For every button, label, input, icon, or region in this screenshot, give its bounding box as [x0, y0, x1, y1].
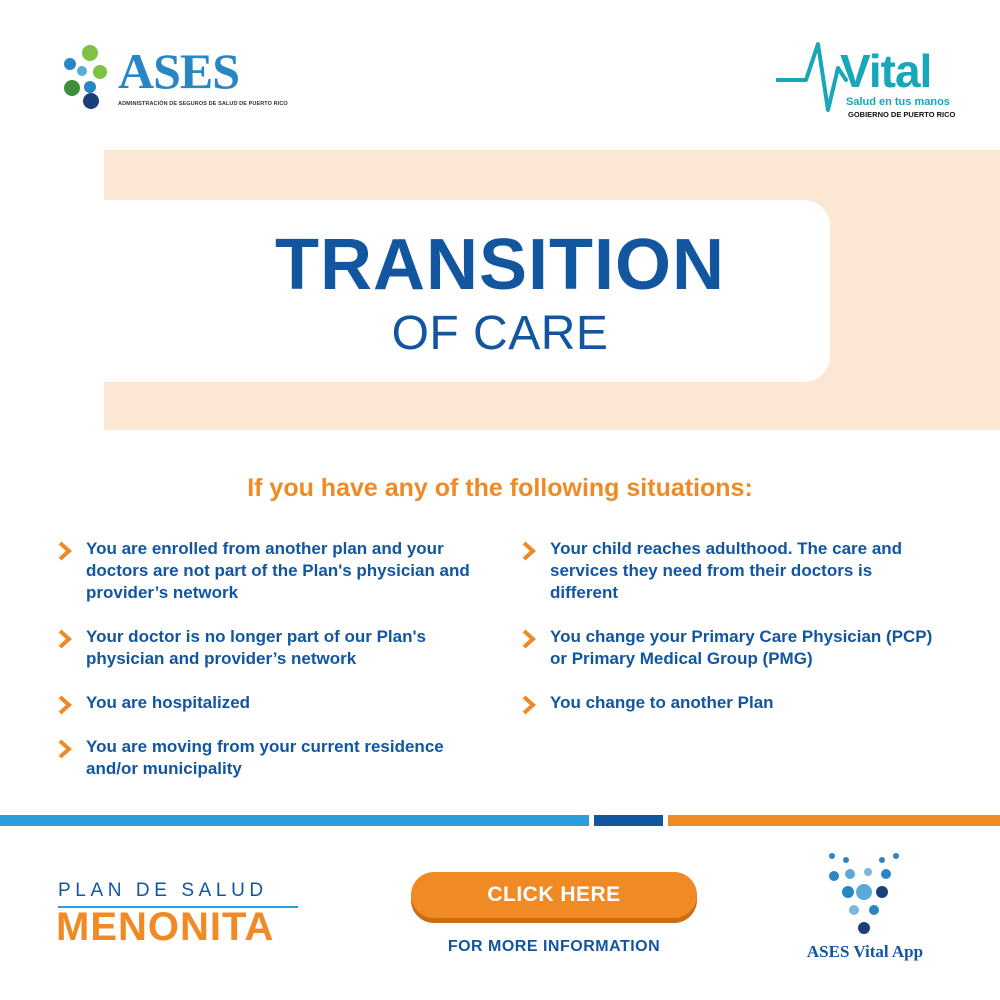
app-dots-icon [824, 848, 904, 938]
vital-logo [776, 38, 956, 120]
click-here-button[interactable]: CLICK HERE [411, 872, 697, 918]
situations-heading: If you have any of the following situations: [247, 474, 753, 502]
ases-subtitle: ADMINISTRACIÓN DE SEGUROS DE SALUD DE PUERTO RICO [118, 101, 288, 107]
chevron-right-icon [56, 628, 74, 650]
ases-wordmark: ASES [118, 43, 240, 99]
ases-mark-icon [60, 44, 116, 110]
chevron-right-icon [520, 628, 538, 650]
divider-stripe-blue [0, 815, 589, 826]
plan-logo-line1: PLAN DE SALUD [58, 880, 268, 901]
chevron-right-icon [56, 694, 74, 716]
list-item [520, 626, 940, 670]
divider-stripe-navy [594, 815, 663, 826]
chevron-right-icon [520, 540, 538, 562]
chevron-right-icon [520, 694, 538, 716]
list-item-text: You are hospitalized [86, 693, 251, 712]
hero-subtitle: OF CARE [391, 307, 609, 360]
app-name: ASES Vital App [806, 942, 924, 961]
list-item [56, 538, 476, 604]
list-item-text: You are moving from your current residence and/or municipality [86, 737, 444, 778]
more-info-label: FOR MORE INFORMATION [447, 938, 661, 955]
list-item [56, 692, 476, 714]
list-item [520, 692, 940, 714]
plan-logo-line2: MENONITA [56, 905, 275, 949]
list-item-text: You change to another Plan [550, 693, 774, 712]
ases-vital-app-logo[interactable] [800, 848, 930, 978]
vital-tagline: Salud en tus manos [846, 96, 950, 108]
vital-subtitle: GOBIERNO DE PUERTO RICO [848, 110, 956, 119]
vital-wordmark: Vital [840, 45, 932, 97]
list-item-text: Your doctor is no longer part of our Plan's physician and provider’s network [86, 627, 426, 668]
situations-left-column [56, 538, 476, 802]
divider-stripe-orange [668, 815, 1000, 826]
chevron-right-icon [56, 540, 74, 562]
list-item-text: Your child reaches adulthood. The care and services they need from their doctors is different [550, 539, 903, 602]
list-item [520, 538, 940, 604]
list-item [56, 626, 476, 670]
ases-logo [60, 43, 288, 114]
chevron-right-icon [56, 738, 74, 760]
list-item [56, 736, 476, 780]
list-item-text: You are enrolled from another plan and your doctors are not part of the Plan's physician and provider’s network [86, 539, 470, 602]
hero-title: TRANSITION [275, 225, 725, 305]
situations-right-column [520, 538, 940, 736]
list-item-text: You change your Primary Care Physician (PCP) or Primary Medical Group (PMG) [550, 627, 933, 668]
